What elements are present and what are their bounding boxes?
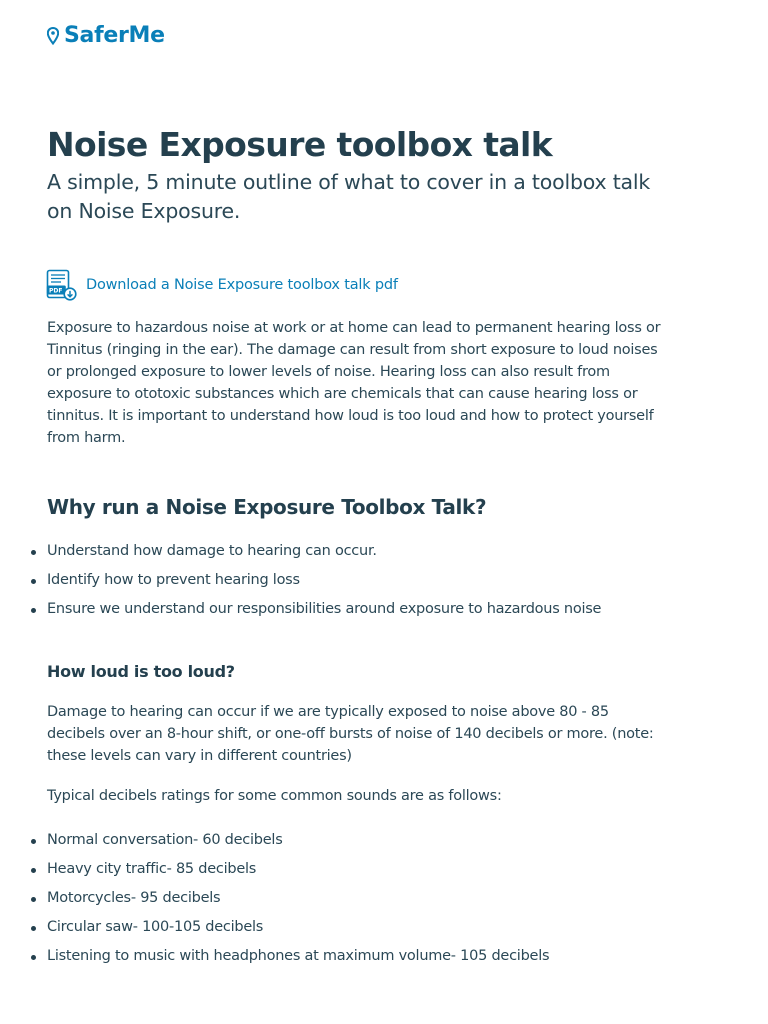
list-item: Ensure we understand our responsibilities around exposure to hazardous noise	[47, 595, 727, 624]
saferme-logo[interactable]	[47, 22, 165, 50]
intro-paragraph: Exposure to hazardous noise at work or at home can lead to permanent hearing loss or Tinnitus (ringing in the ear). The damage can result from short exposure to loud noises or prolonged exposure to lower levels of noise. Hearing loss can also result from exposure to ototoxic substances which are chemicals that can cause hearing loss or tinnitus. It is important to understand how loud is too loud and how to protect yourself from harm.	[47, 320, 661, 446]
list-item: Listening to music with headphones at maximum volume- 105 decibels	[47, 942, 727, 971]
download-pdf-label: Download a Noise Exposure toolbox talk pdf	[86, 277, 398, 293]
download-pdf-link[interactable]	[46, 269, 398, 301]
list-item: Normal conversation- 60 decibels	[47, 826, 727, 855]
list-item: Circular saw- 100-105 decibels	[47, 913, 727, 942]
list-item: Identify how to prevent hearing loss	[47, 566, 727, 595]
page-subtitle: A simple, 5 minute outline of what to cover in a toolbox talk on Noise Exposure.	[47, 170, 651, 223]
sounds-list	[47, 826, 727, 971]
list-item: Understand how damage to hearing can occur.	[47, 537, 727, 566]
damage-paragraph: Damage to hearing can occur if we are typically exposed to noise above 80 - 85 decibels over an 8-hour shift, or one-off bursts of noise of 140 decibels or more. (note: these levels can vary in different countries)	[47, 704, 654, 764]
location-pin-icon	[47, 27, 59, 45]
pdf-download-icon	[46, 269, 77, 301]
list-item: Motorcycles- 95 decibels	[47, 884, 727, 913]
svg-text:PDF: PDF	[49, 287, 63, 295]
how-loud-heading: How loud is too loud?	[47, 662, 235, 681]
list-item: Heavy city traffic- 85 decibels	[47, 855, 727, 884]
typical-ratings-intro: Typical decibels ratings for some common sounds are as follows:	[47, 788, 502, 804]
page-title: Noise Exposure toolbox talk	[47, 125, 553, 164]
why-heading: Why run a Noise Exposure Toolbox Talk?	[47, 495, 487, 519]
brand-name: SaferMe	[64, 23, 165, 48]
why-list	[47, 537, 727, 624]
